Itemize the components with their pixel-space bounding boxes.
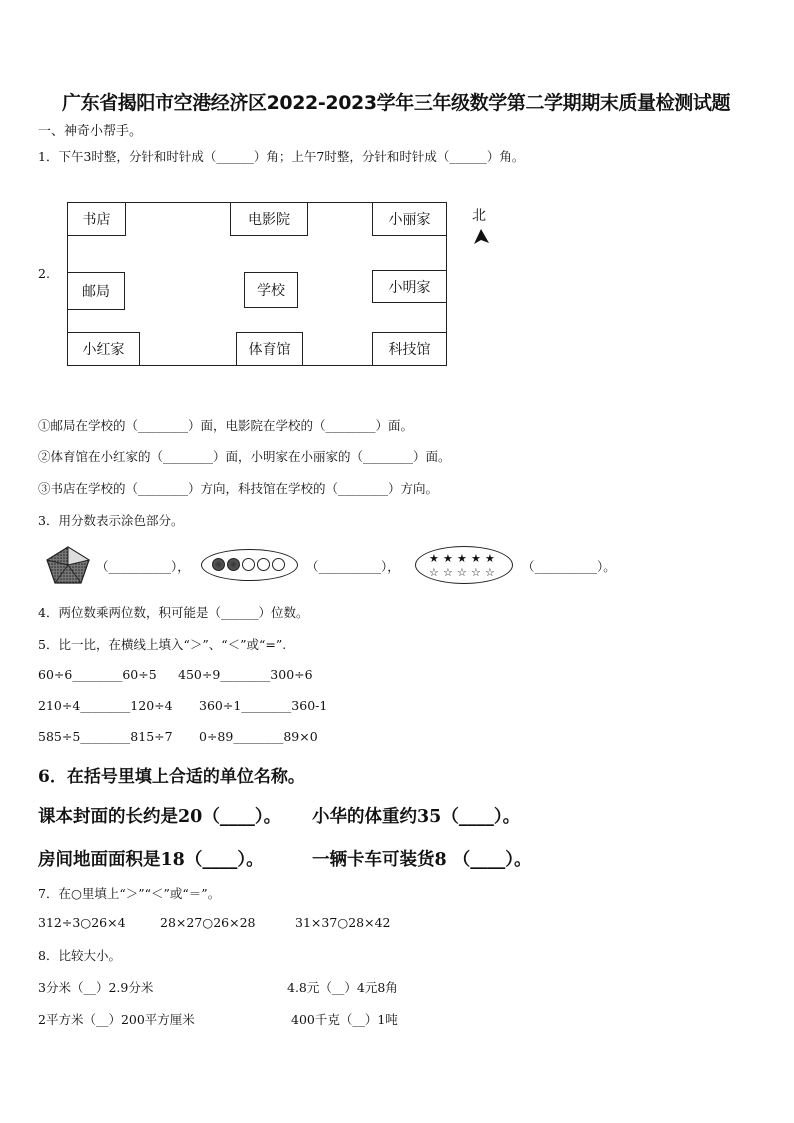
filled-star-icon: ★	[485, 552, 495, 565]
empty-circle-icon	[257, 558, 270, 571]
empty-circle-icon	[272, 558, 285, 571]
empty-circle-icon	[242, 558, 255, 571]
question-3: 3．用分数表示涂色部分。	[38, 513, 184, 528]
question-6: 6．在括号里填上合适的单位名称。	[38, 767, 305, 787]
q7-item-a: 312÷3○26×4	[38, 915, 126, 930]
question-2-number: 2.	[38, 266, 50, 281]
circles-ellipse	[201, 549, 298, 581]
page-title: 广东省揭阳市空港经济区2022-2023学年三年级数学第二学期期末质量检测试题	[62, 92, 731, 114]
question-7: 7．在○里填上“＞”“＜”或“＝”。	[38, 886, 221, 901]
map-xiaoming-home: 小明家	[372, 270, 447, 303]
q5-row2-left: 210÷4________120÷4	[38, 698, 173, 713]
q5-row3-right: 0÷89________89×0	[199, 729, 318, 744]
filled-circle-icon	[227, 558, 240, 571]
question-2-line-1: ①邮局在学校的（________）面，电影院在学校的（________）面。	[38, 418, 414, 433]
filled-star-icon: ★	[457, 552, 467, 565]
q7-item-b: 28×27○26×28	[160, 915, 256, 930]
stars-ellipse	[415, 546, 513, 584]
map-xiaohong-home: 小红家	[67, 332, 140, 366]
map-science-museum: 科技馆	[372, 332, 447, 366]
empty-star-icon: ☆	[485, 566, 495, 579]
empty-star-icon: ☆	[429, 566, 439, 579]
q8-item-b: 4.8元（__）4元8角	[287, 980, 398, 995]
empty-star-icon: ☆	[471, 566, 481, 579]
answer-blank-circles[interactable]: （__________），	[306, 559, 400, 574]
q6-item-b: 小华的体重约35（____）。	[312, 807, 521, 827]
shaded-pentagon-icon	[45, 545, 91, 585]
q8-item-a: 3分米（__）2.9分米	[38, 980, 154, 995]
q5-row3-left: 585÷5________815÷7	[38, 729, 173, 744]
answer-blank-pentagon[interactable]: （__________），	[96, 559, 190, 574]
north-arrow-icon	[472, 228, 492, 246]
map-gym: 体育馆	[236, 332, 303, 366]
question-1: 1．下午3时整，分针和时针成（______）角；上午7时整，分针和时针成（______）角。	[38, 149, 525, 164]
map-post-office: 邮局	[67, 272, 125, 310]
filled-circle-icon	[212, 558, 225, 571]
question-4: 4．两位数乘两位数，积可能是（______）位数。	[38, 605, 309, 620]
q5-row1-left: 60÷6________60÷5	[38, 667, 157, 682]
question-2-line-2: ②体育馆在小红家的（________）面，小明家在小丽家的（________）面。	[38, 449, 451, 464]
question-5: 5．比一比，在横线上填入“＞”、“＜”或“=”.	[38, 637, 287, 652]
q8-item-d: 400千克（__）1吨	[291, 1012, 398, 1027]
map-school: 学校	[244, 272, 298, 308]
section-heading: 一、神奇小帮手。	[38, 124, 143, 139]
empty-star-icon: ☆	[443, 566, 453, 579]
q6-item-d: 一辆卡车可装货8 （____）。	[312, 850, 532, 870]
empty-star-icon: ☆	[457, 566, 467, 579]
north-label: 北	[472, 208, 486, 224]
q8-item-c: 2平方米（__）200平方厘米	[38, 1012, 195, 1027]
q6-item-a: 课本封面的长约是20（____）。	[38, 807, 282, 827]
filled-star-icon: ★	[429, 552, 439, 565]
q5-row2-right: 360÷1________360-1	[199, 698, 328, 713]
map-cinema: 电影院	[230, 202, 308, 236]
q6-item-c: 房间地面面积是18（____）。	[38, 850, 264, 870]
question-8: 8．比较大小。	[38, 948, 121, 963]
q5-row1-right: 450÷9________300÷6	[178, 667, 313, 682]
question-2-line-3: ③书店在学校的（________）方向，科技馆在学校的（________）方向。	[38, 481, 439, 496]
map-xiaoli-home: 小丽家	[372, 202, 447, 236]
filled-star-icon: ★	[471, 552, 481, 565]
filled-star-icon: ★	[443, 552, 453, 565]
answer-blank-stars[interactable]: （__________）。	[522, 559, 616, 574]
q7-item-c: 31×37○28×42	[295, 915, 391, 930]
map-bookstore: 书店	[67, 202, 126, 236]
